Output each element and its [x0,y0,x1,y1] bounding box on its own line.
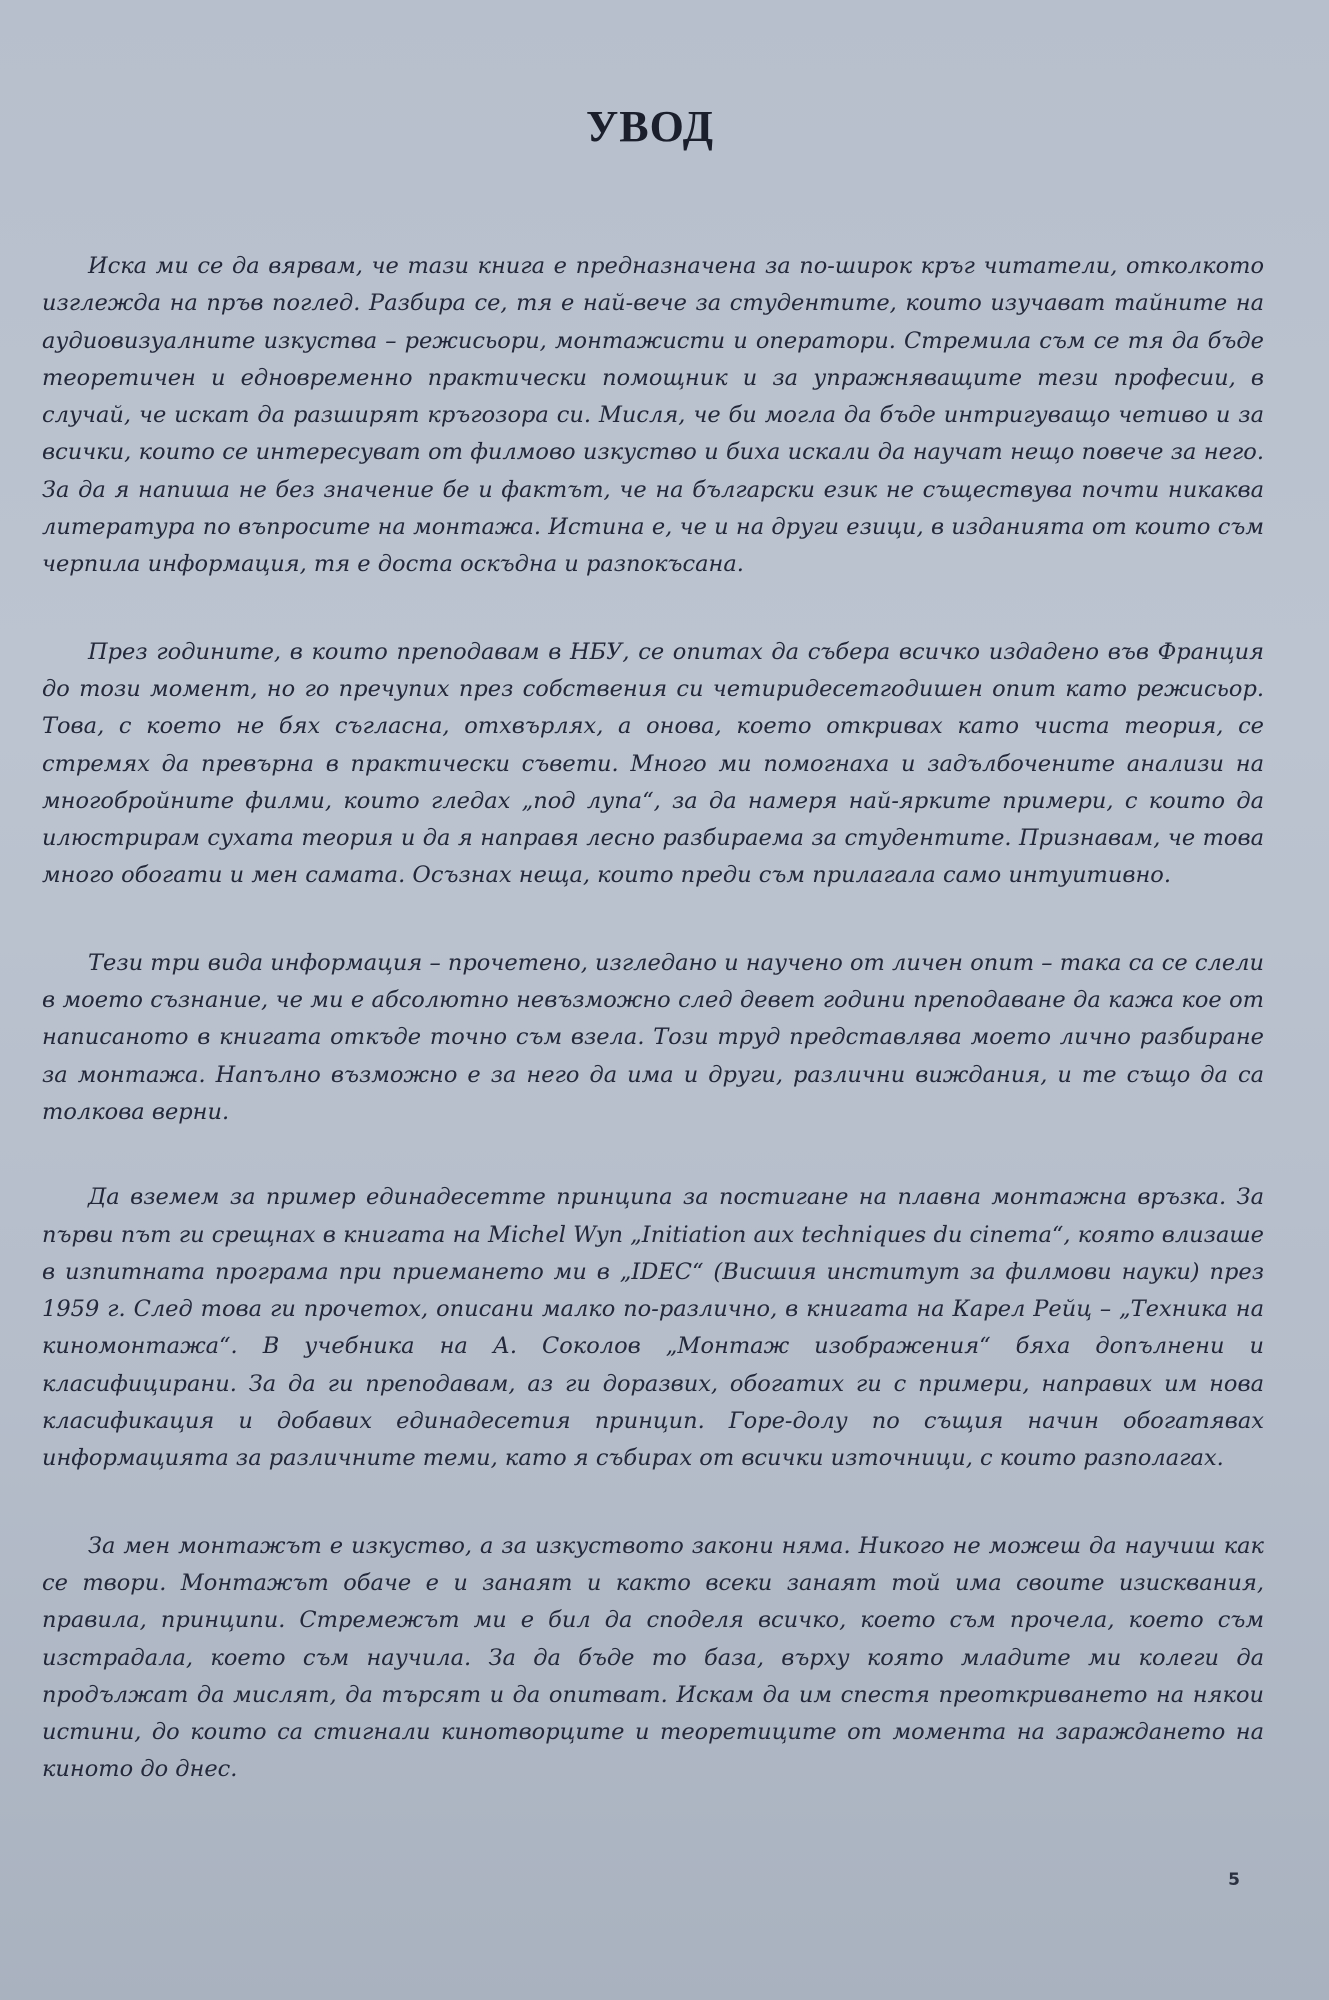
page-number: 5 [1228,1870,1240,1890]
paragraph-5: За мен монтажът е изкуство, а за изкуството закони няма. Никого не можеш да научиш как се твори. Монтажът обаче е и занаят и както всеки занаят той има своите изисквания, правила, принципи. Стремежът ми е бил да споделя всичко, което съм прочела, което съм изстрадала, което съм научила. За да бъде то база, върху която младите ми колеги да продължат да мислят, да търсят и да опитват. Искам да им спестя преоткриването на някои истини, до които са стигнали кинотворците и теоретиците от момента на зараждането на киното до днес. [42,1532,1264,1783]
paragraph-4: Да вземем за пример единадесетте принципа за постигане на плавна монтажна връзка. За първи път ги срещнах в книгата на Michel Wyn „Initiation aux techniques du cinema“, която влизаше в изпитната програма при приемането ми в „IDEC“ (Висшия институт за филмови науки) през 1959 г. След това ги прочетох, описани малко по-различно, в книгата на Карел Рейц – „Техника на киномонтажа“. В учебника на А. Соколов „Монтаж изображения“ бяха допълнени и класифицирани. За да ги преподавам, аз ги доразвих, обогатих ги с примери, направих им нова класификация и добавих единадесетия принцип. Горе-долу по същия начин обогатявах информацията за различните теми, като я събирах от всички източници, с които разполагах. [42,1184,1264,1472]
body-text [42,248,1264,1839]
paragraph-2: През годините, в които преподавам в НБУ, се опитах да събера всичко издадено във Франция до този момент, но го пречупих през собствения си четиридесетгодишен опит като режисьор. Това, с което не бях съгласна, отхвърлях, а онова, което откривах като чиста теория, се стремях да превърна в практически съвети. Много ми помогнаха и задълбочените анализи на многобройните филми, които гледах „под лупа“, за да намеря най-ярките примери, с които да илюстрирам сухата теория и да я направя лесно разбираема за студентите. Признавам, че това много обогати и мен самата. Осъзнах неща, които преди съм прилагала само интуитивно. [42,638,1264,889]
paragraph-3: Тези три вида информация – прочетено, изгледано и научено от личен опит – така са се слели в моето съзнание, че ми е абсолютно невъзможно след девет години преподаване да кажа кое от написаното в книгата откъде точно съм взела. Този труд представлява моето лично разбиране за монтажа. Напълно възможно е за него да има и други, различни виждания, и те също да са толкова верни. [42,949,1264,1125]
paragraph-1: Иска ми се да вярвам, че тази книга е предназначена за по-широк кръг читатели, отколкото изглежда на пръв поглед. Разбира се, тя е най-вече за студентите, които изучават тайните на аудиовизуалните изкуства – режисьори, монтажисти и оператори. Стремила съм се тя да бъде теоретичен и едновременно практически помощник и за упражняващите тези професии, в случай, че искат да разширят кръгозора си. Мисля, че би могла да бъде интригуващо четиво и за всички, които се интересуват от филмово изкуство и биха искали да научат нещо повече за него. За да я напиша не без значение бе и фактът, че на български език не съществува почти никаква литература по въпросите на монтажа. Истина е, че и на други езици, в изданията от които съм черпила информация, тя е доста оскъдна и разпокъсана. [42,253,1264,578]
page-title: УВОД [586,102,714,152]
